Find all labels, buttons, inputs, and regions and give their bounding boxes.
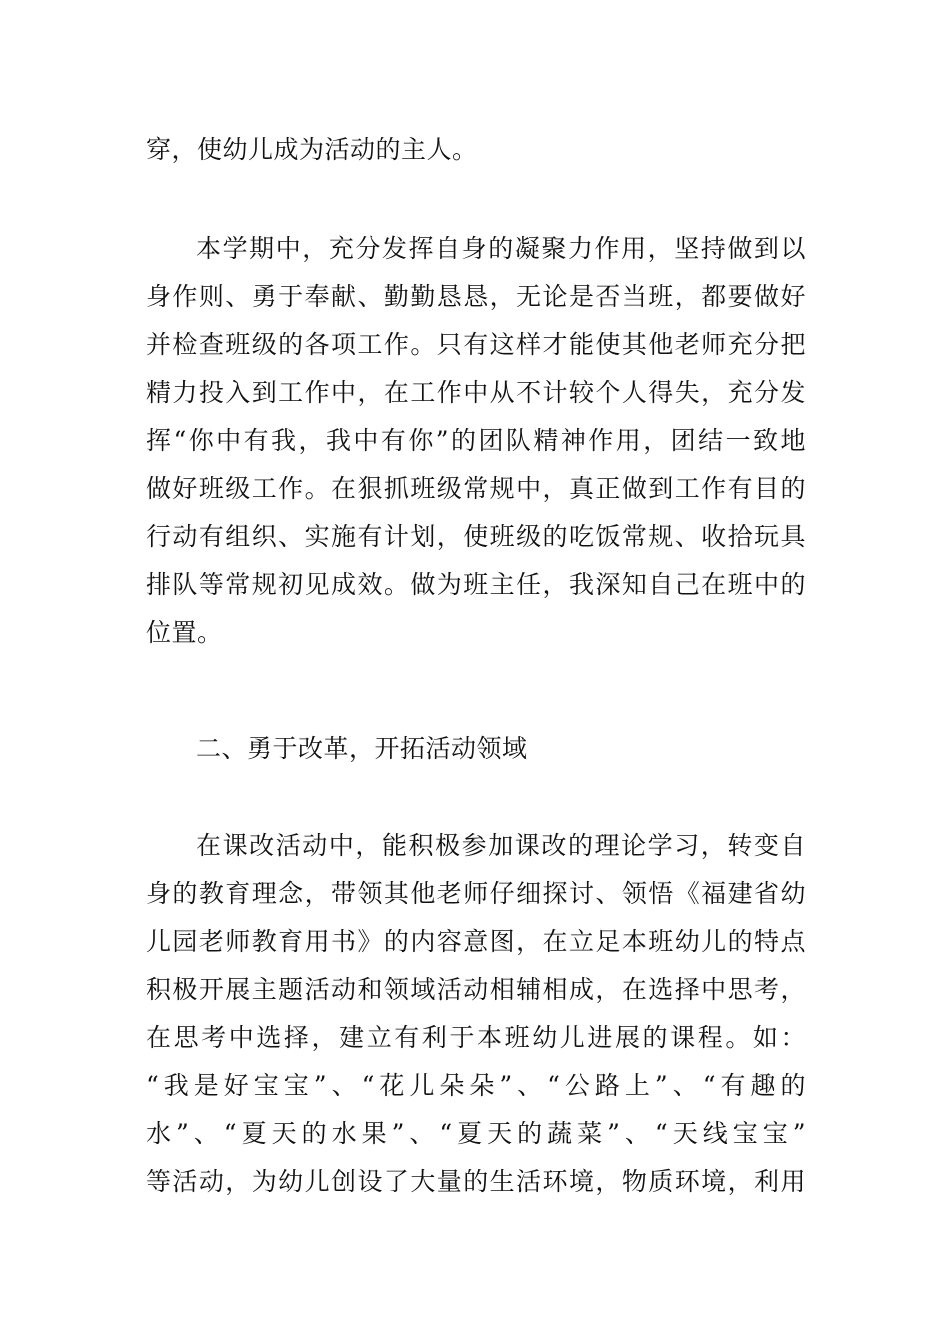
text-line: 本学期中，充分发挥自身的凝聚力作用，坚持做到以 (196, 234, 806, 263)
text-line: 精力投入到工作中，在工作中从不计较个人得失，充分发 (146, 378, 806, 407)
text-line: 身的教育理念，带领其他老师仔细探讨、领悟《福建省幼 (146, 879, 806, 908)
text-line: “我是好宝宝”、“花儿朵朵”、“公路上”、“有趣的 (146, 1071, 806, 1100)
text-line: 挥“你中有我，我中有你”的团队精神作用，团结一致地 (146, 426, 806, 455)
text-line: 排队等常规初见成效。做为班主任，我深知自己在班中的 (146, 570, 806, 599)
text-line: 做好班级工作。在狠抓班级常规中，真正做到工作有目的 (146, 474, 806, 503)
text-line: 并检查班级的各项工作。只有这样才能使其他老师充分把 (146, 330, 806, 359)
text-line: 水”、“夏天的水果”、“夏天的蔬菜”、“天线宝宝” (146, 1119, 806, 1148)
text-line: 等活动，为幼儿创设了大量的生活环境，物质环境，利用 (146, 1167, 806, 1196)
text-line: 积极开展主题活动和领域活动相辅相成，在选择中思考， (146, 975, 806, 1004)
section-heading: 二、勇于改革，开拓活动领域 (196, 734, 528, 763)
text-line: 位置。 (146, 618, 223, 647)
text-line: 儿园老师教育用书》的内容意图，在立足本班幼儿的特点 (146, 927, 806, 956)
text-line: 行动有组织、实施有计划，使班级的吃饭常规、收拾玩具 (146, 522, 806, 551)
text-line: 穿，使幼儿成为活动的主人。 (146, 135, 478, 164)
text-line: 在课改活动中，能积极参加课改的理论学习，转变自 (196, 831, 806, 860)
text-line: 在思考中选择，建立有利于本班幼儿进展的课程。如： (146, 1023, 806, 1052)
text-line: 身作则、勇于奉献、勤勤恳恳，无论是否当班，都要做好 (146, 282, 806, 311)
